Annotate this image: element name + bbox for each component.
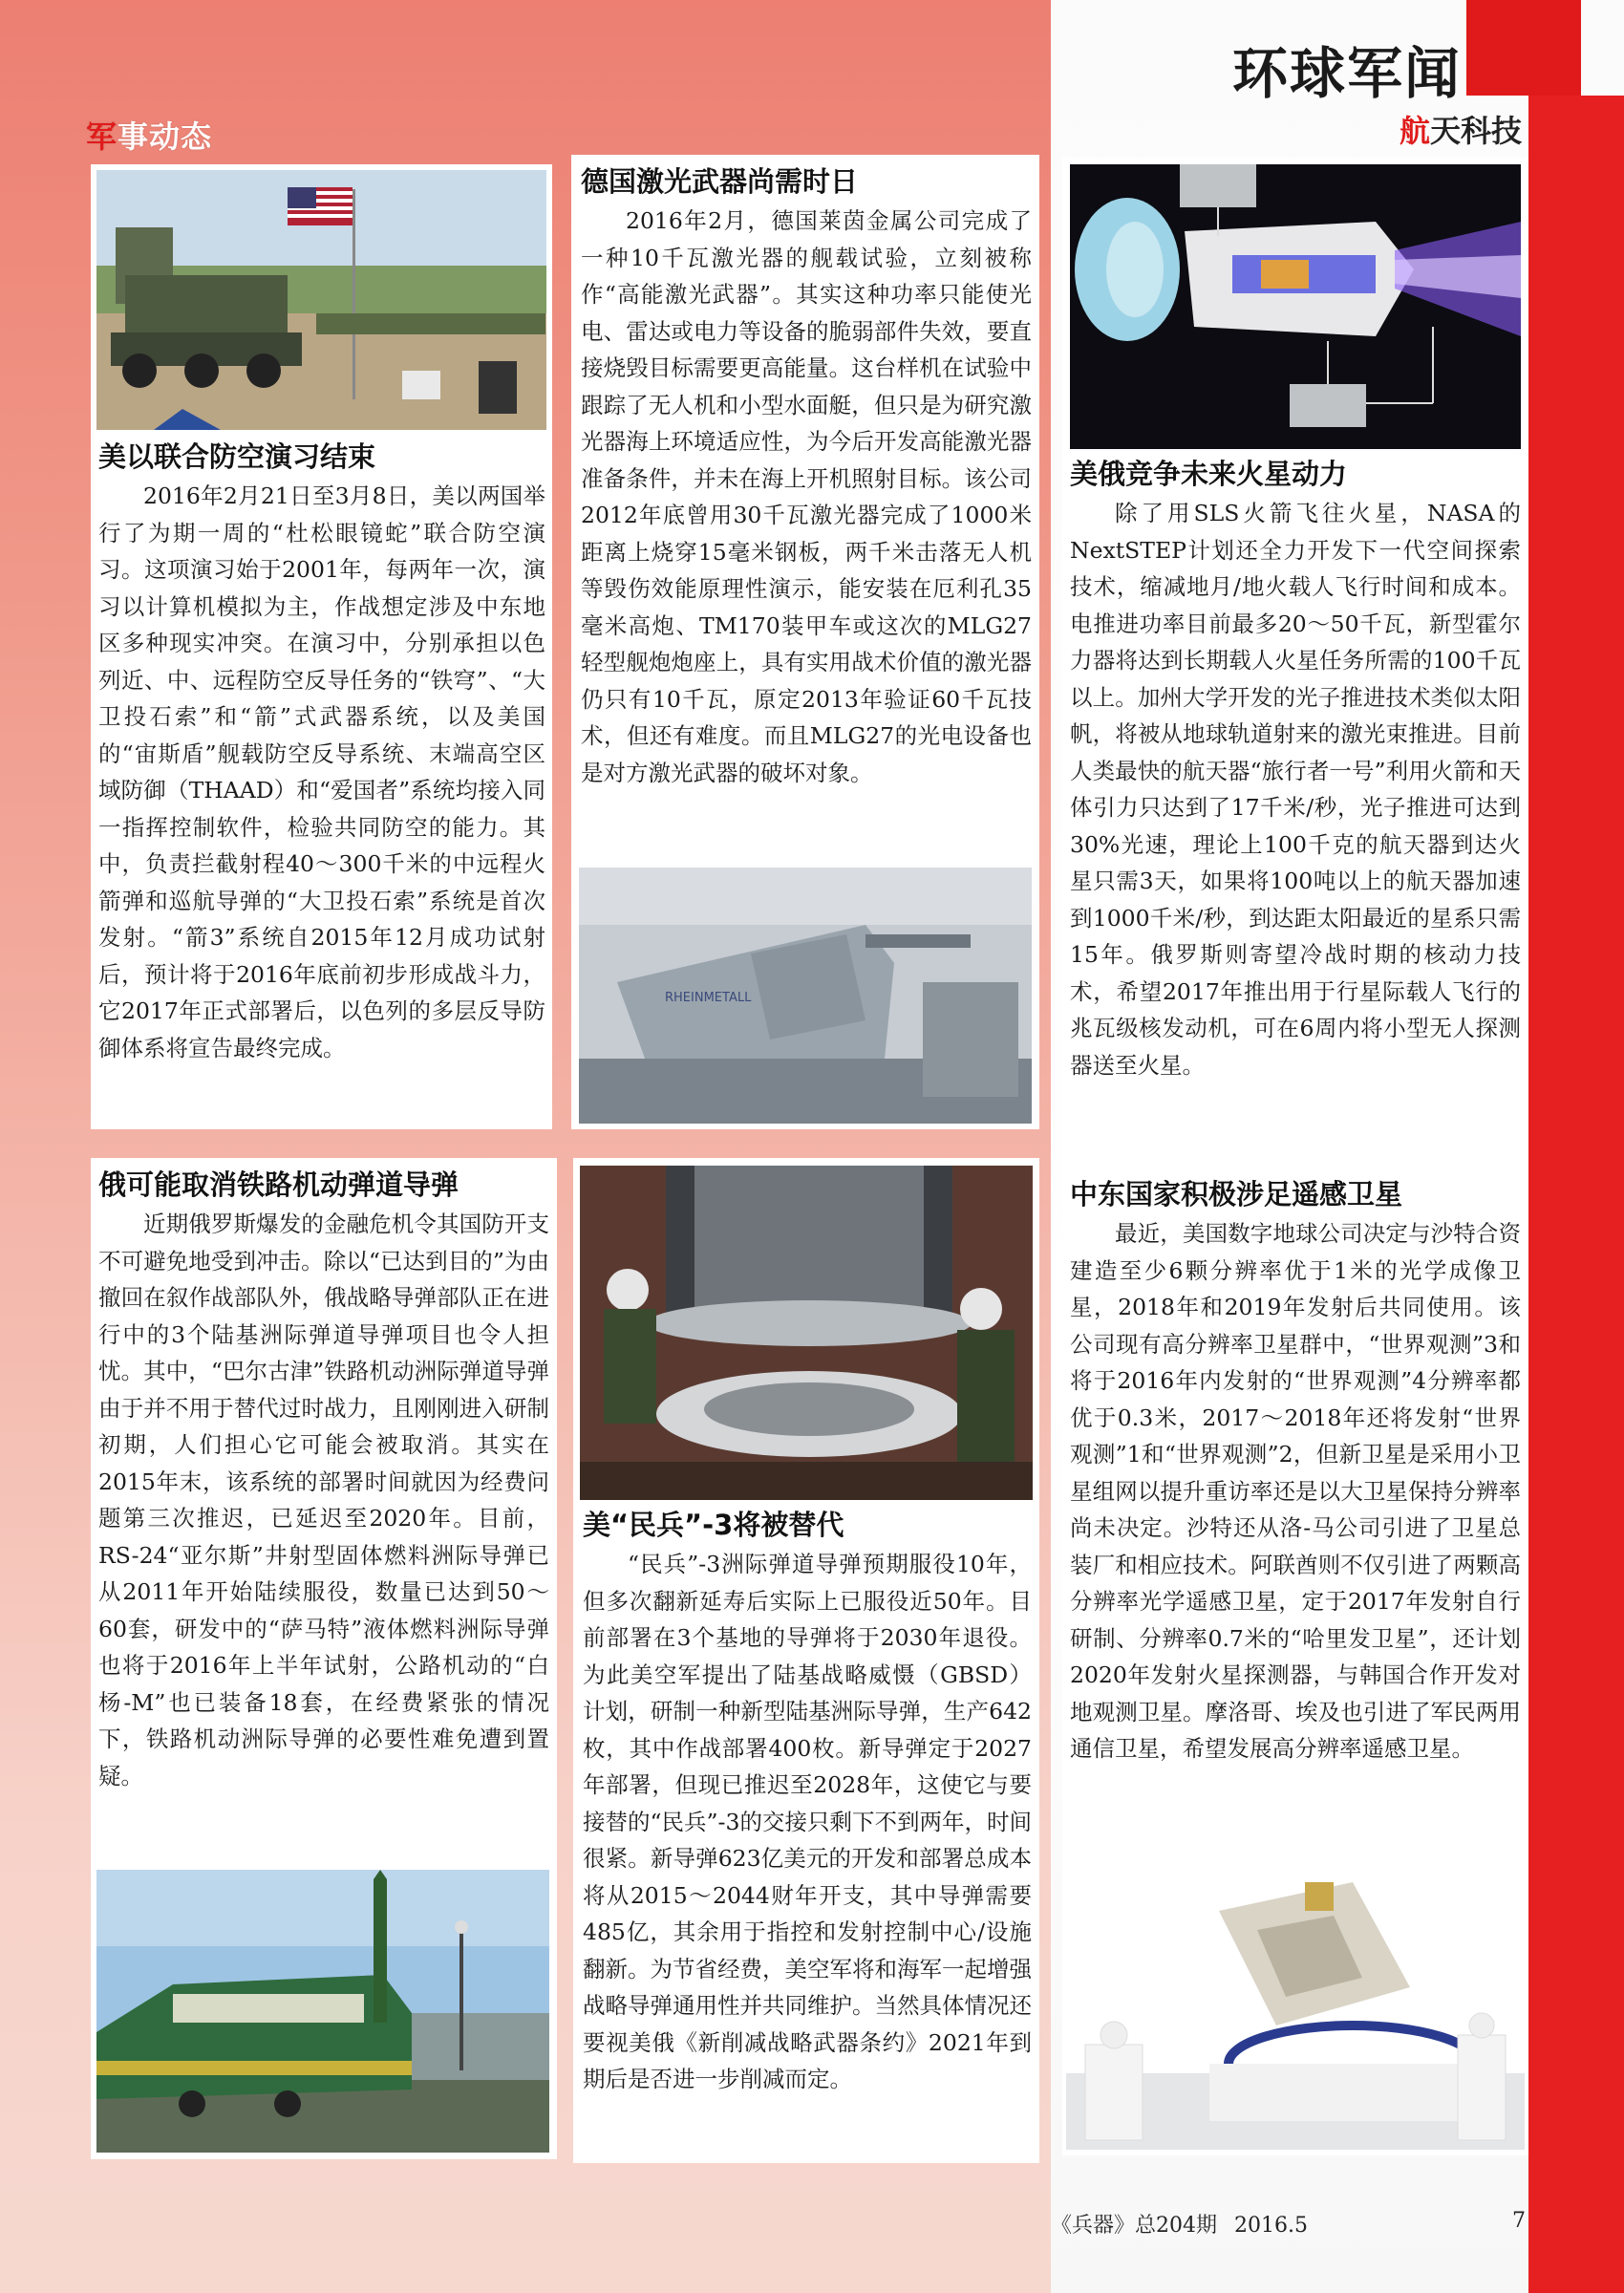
- page-number: 7: [1512, 2209, 1526, 2233]
- article-title: 美俄竞争未来火星动力: [1070, 458, 1348, 490]
- article-title: 俄可能取消铁路机动弹道导弹: [98, 1168, 459, 1201]
- article-body: 最近，美国数字地球公司决定与沙特合资建造至少6颗分辨率优于1米的光学成像卫星，2018年和2019年发射后共同使用。该公司现有高分辨率卫星群中，“世界观测”3和将于2016年内发射的“世界观测”4分辨率都优于0.3米，2017～2018年还将发射“世界观测”1和“世界观测”2，但新卫星是采用小卫星组网以提升重访率还是以大卫星保持分辨率尚未决定。沙特还从洛-马公司引进了卫星总装厂和相应技术。阿联酋则不仅引进了两颗高分辨率光学遥感卫星，定于2017年发射自行研制、分辨率0.7米的“哈里发卫星”，还计划2020年发射火星探测器，与韩国合作开发对地观测卫星。摩洛哥、埃及也引进了军民两用通信卫星，希望发展高分辨率遥感卫星。: [1070, 1220, 1521, 1762]
- header-red-tab: [1466, 0, 1581, 96]
- article-body: 除了用SLS火箭飞往火星，NASA的NextSTEP计划还全力开发下一代空间探索技术，缩减地月/地火载人飞行时间和成本。电推进功率目前最多20～50千瓦，新型霍尔力器将达到长期载人火星任务所需的100千瓦以上。加州大学开发的光子推进技术类似太阳帆，将被从地球轨道射来的激光束推进。目前人类最快的航天器“旅行者一号”利用火箭和天体引力只达到了17千米/秒，光子推进可达到30%光速，理论上100千克的航天器到达火星只需3天，如果将100吨以上的航天器加速到1000千米/秒，到达距太阳最近的星系只需15年。俄罗斯则寄望冷战时期的核动力技术，希望2017年推出用于行星际载人飞行的兆瓦级核发动机，可在6周内将小型无人探测器送至火星。: [1070, 500, 1521, 1079]
- article-us-israel-exercise: [91, 164, 552, 1129]
- column-subtitle-rest: 天科技: [1430, 113, 1523, 149]
- section-tag-red: 军: [86, 118, 118, 155]
- photo-missile-silo-crew: [580, 1166, 1033, 1500]
- photo-rail-missile-train: [96, 1870, 549, 2153]
- article-body: 2016年2月，德国莱茵金属公司完成了一种10千瓦激光器的舰载试验，立刻被称作“高能激光武器”。其实这种功率只能使光电、雷达或电力等设备的脆弱部件失效，要直接烧毁目标需要更高能量。这台样机在试验中跟踪了无人机和小型水面艇，但只是为研究激光器海上环境适应性，为今后开发高能激光器准备条件，并未在海上开机照射目标。该公司2012年底曾用30千瓦激光器完成了1000米距离上烧穿15毫米钢板，两千米击落无人机等毁伤效能原理性演示，能安装在厄利孔35毫米高炮、TM170装甲车或这次的MLG27轻型舰炮炮座上，具有实用战术价值的激光器仍只有10千瓦，原定2013年验证60千瓦技术，但还有难度。而且MLG27的光电设备也是对方激光武器的破坏对象。: [581, 207, 1032, 786]
- article-mars-propulsion: [1062, 158, 1528, 1191]
- issue-date: 2016.5: [1234, 2214, 1308, 2238]
- article-body: 近期俄罗斯爆发的金融危机令其国防开支不可避免地受到冲击。除以“已达到目的”为由撤回在叙作战部队外，俄战略导弹部队正在进行中的3个陆基洲际弹道导弹项目也令人担忧。其中，“巴尔古津”铁路机动洲际弹道导弹由于并不用于替代过时战力，且刚刚进入研制初期，人们担心它可能会被取消。其实在2015年末，该系统的部署时间就因为经费问题第三次推迟，已延迟至2020年。目前，RS-24“亚尔斯”井射型固体燃料洲际导弹已从2011年开始陆续服役，数量已达到50～60套，研发中的“萨马特”液体燃料洲际导弹也将于2016年上半年试射，公路机动的“白杨-M”也已装备18套，在经费紧张的情况下，铁路机动洲际导弹的必要性难免遭到置疑。: [98, 1211, 549, 1789]
- article-title: 美以联合防空演习结束: [98, 440, 376, 473]
- article-german-laser: [571, 155, 1039, 1129]
- article-title: 德国激光武器尚需时日: [581, 165, 859, 198]
- article-russia-rail-icbm: [91, 1158, 557, 2159]
- right-red-edge: [1528, 96, 1624, 2293]
- column-subtitle: [1400, 107, 1522, 151]
- section-tag: [86, 113, 212, 157]
- article-title: 美“民兵”-3将被替代: [583, 1509, 844, 1541]
- photo-satellite-assembly: [1066, 1873, 1525, 2150]
- photo-air-defense-exercise: [96, 170, 546, 430]
- rheinmetall-logo-text: RHEINMETALL: [665, 991, 752, 1005]
- magazine-issue: 《兵器》总204期: [1051, 2214, 1217, 2238]
- page-footer: [1051, 2209, 1548, 2239]
- article-minuteman-replacement: [573, 1158, 1039, 2163]
- article-body: 2016年2月21日至3月8日，美以两国举行了为期一周的“杜松眼镜蛇”联合防空演习。这项演习始于2001年，每两年一次，演习以计算机模拟为主，作战想定涉及中东地区多种现实冲突。在演习中，分别承担以色列近、中、远程防空反导任务的“铁穹”、“大卫投石索”和“箭”式武器系统，以及美国的“宙斯盾”舰载防空反导系统、末端高空区域防御（THAAD）和“爱国者”系统均接入同一指挥控制软件，检验共同防空的能力。其中，负责拦截射程40～300千米的中远程火箭弹和巡航导弹的“大卫投石索”系统是首次发射。“箭3”系统自2015年12月成功试射后，预计将于2016年底前初步形成战斗力，它2017年正式部署后，以色列的多层反导防御体系将宣告最终完成。: [98, 482, 545, 1061]
- photo-laser-turret: [579, 868, 1032, 1124]
- photo-propulsion-diagram: [1070, 164, 1521, 449]
- article-body: “民兵”-3洲际弹道导弹预期服役10年，但多次翻新延寿后实际上已服役近50年。目前部署在3个基地的导弹将于2030年退役。为此美空军提出了陆基战略威慑（GBSD）计划，研制一种新型陆基洲际导弹，生产642枚，其中作战部署400枚。新导弹定于2027年部署，但现已推迟至2028年，这使它与要接替的“民兵”-3的交接只剩下不到两年，时间很紧。新导弹623亿美元的开发和部署总成本将从2015～2044财年开支，其中导弹需要485亿，其余用于指控和发射控制中心/设施翻新。为节省经费，美空军将和海军一起增强战略导弹通用性并共同维护。当然具体情况还要视美俄《新削减战略武器条约》2021年到期后是否进一步削减而定。: [583, 1551, 1032, 2092]
- column-subtitle-red: 航: [1400, 113, 1431, 149]
- article-title: 中东国家积极涉足遥感卫星: [1070, 1178, 1403, 1211]
- column-title: 环球军闻: [1232, 41, 1463, 106]
- section-tag-rest: 事动态: [118, 118, 213, 155]
- article-mideast-satellites: [1062, 1169, 1528, 2155]
